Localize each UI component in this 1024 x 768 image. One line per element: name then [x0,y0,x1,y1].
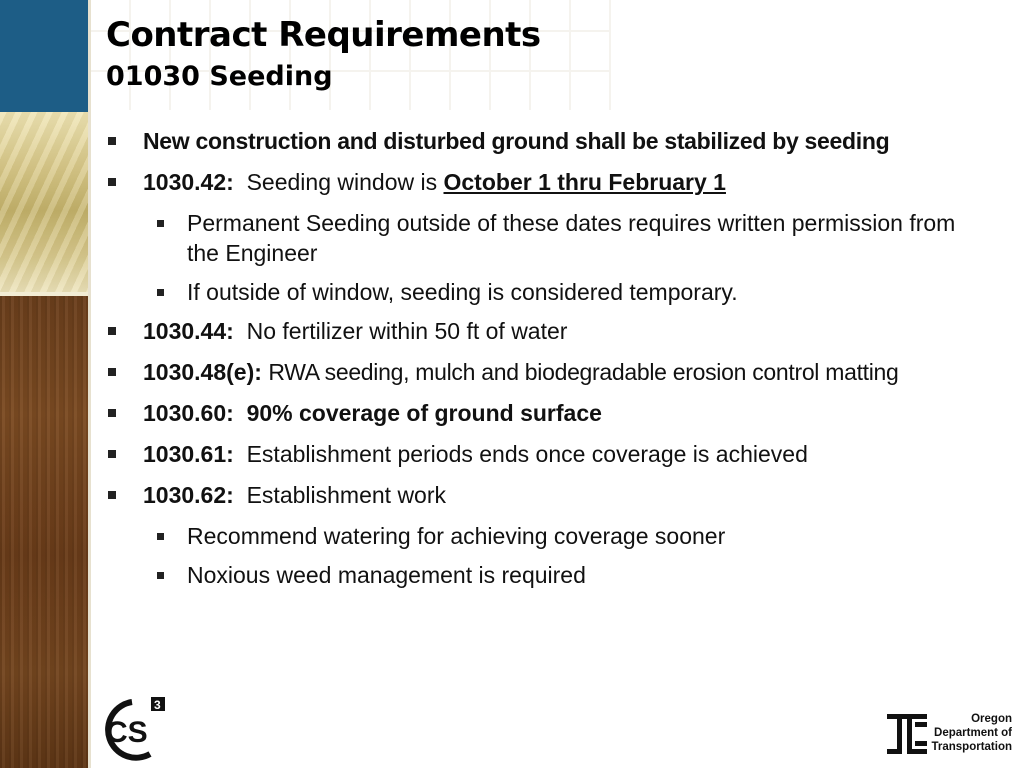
slide-subtitle: 01030 Seeding [106,61,333,92]
square-bullet-icon [157,289,164,296]
bullet-bold-text: 1030.60: 90% coverage of ground surface [143,400,602,426]
odot-line-transportation: Transportation [931,741,1012,753]
square-bullet-icon [108,409,116,417]
bullet-text: Seeding window is [246,169,438,195]
strip-gold-block [0,112,88,292]
bullet-text: Establishment periods ends once coverage is achieved [246,441,808,467]
bullet-text: RWA seeding, mulch and biodegradable erosion control matting [268,359,899,385]
sub-bullet-item [104,277,984,307]
bullet-item [104,398,984,428]
bullet-text: If outside of window, seeding is considered temporary. [187,279,738,305]
cs3-logo [92,694,172,764]
bullet-item [104,439,984,469]
bullet-underlined-text: October 1 thru February 1 [443,169,726,195]
bullet-section-number: 1030.42: [143,169,234,195]
bullet-item [104,126,984,156]
bullet-item [104,316,984,346]
odot-line-department: Department of [934,727,1012,739]
square-bullet-icon [108,327,116,335]
odot-emblem-icon [887,714,927,754]
sub-bullet-item [104,208,984,268]
square-bullet-icon [108,450,116,458]
odot-logo-text [926,712,1012,754]
bullet-bold-text: New construction and disturbed ground shall be stabilized by seeding [143,128,890,154]
bullet-item [104,357,984,387]
bullet-text: Recommend watering for achieving coverage sooner [187,523,726,549]
bullet-text: Noxious weed management is required [187,562,586,588]
bullet-list [104,126,984,599]
square-bullet-icon [157,220,164,227]
strip-blue-block [0,0,88,112]
cs3-logo-superscript: 3 [154,698,161,712]
bullet-text: Permanent Seeding outside of these dates requires written permission from the Engineer [187,210,956,266]
bullet-text: No fertilizer within 50 ft of water [246,318,568,344]
cs3-logo-letters: CS [106,716,148,749]
bullet-section-number: 1030.44: [143,318,234,344]
bullet-text: Establishment work [246,482,447,508]
square-bullet-icon [108,137,116,145]
square-bullet-icon [157,572,164,579]
sub-bullet-item [104,560,984,590]
strip-edge [88,0,91,768]
square-bullet-icon [108,368,116,376]
bullet-section-number: 1030.62: [143,482,234,508]
sub-bullet-item [104,521,984,551]
bullet-section-number: 1030.48(e): [143,359,262,385]
square-bullet-icon [157,533,164,540]
bullet-item [104,167,984,197]
odot-line-oregon: Oregon [971,713,1012,725]
bullet-item [104,480,984,510]
bullet-section-number: 1030.61: [143,441,234,467]
square-bullet-icon [108,178,116,186]
slide-title: Contract Requirements [106,15,541,55]
square-bullet-icon [108,491,116,499]
strip-wood-block [0,296,88,768]
left-decorative-strip [0,0,88,768]
